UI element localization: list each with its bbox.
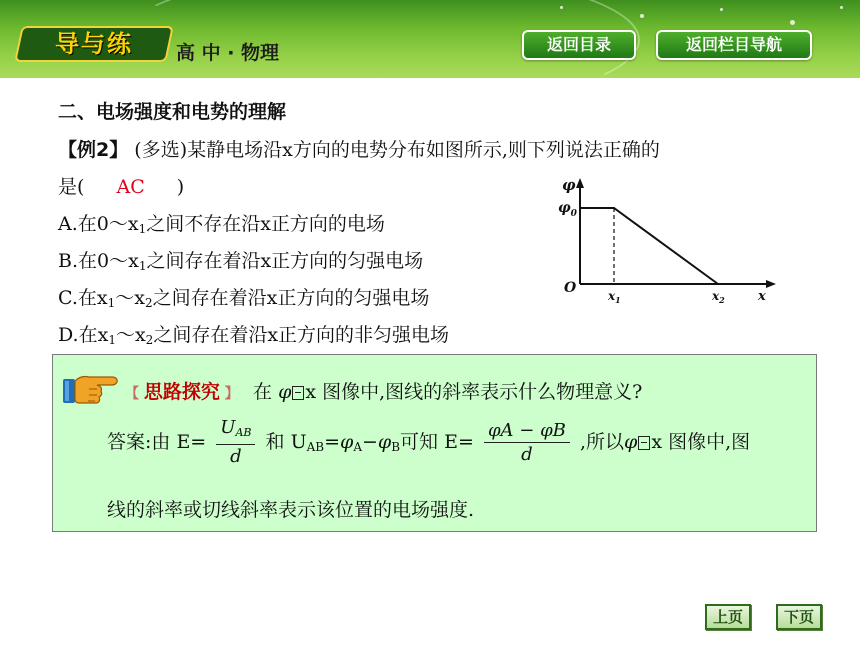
thinking-question: 在 φ x 图像中,图线的斜率表示什么物理意义? [253,381,643,403]
header-sparkle [720,8,723,11]
option-a: A.在$0\sim x_1$之间不存在沿x正方向的电场 [58,213,385,236]
question-stem-line2 [58,175,184,199]
option-b: B.在$0\sim x_1$之间存在着沿x正方向的匀强电场 [58,250,424,273]
y-axis-arrow [576,178,584,188]
formula-u-over-d: $\frac{U_{AB}}{d}$ [216,417,255,469]
subject-label: 高 中 · 物理 [176,42,280,64]
back-to-column-nav-button[interactable]: 返回栏目导航 [656,30,812,60]
option-d: D.在$x_1\sim x_2$之间存在着沿x正方向的非匀强电场 [58,324,450,347]
prev-page-button[interactable]: 上页 [705,604,751,630]
next-page-button[interactable]: 下页 [776,604,822,630]
section-title: 二、电场强度和电势的理解 [58,101,287,123]
answer-text: AC [116,176,145,198]
header-sparkle [640,14,644,18]
header-sparkle [790,20,795,25]
potential-graph [552,176,782,304]
answer-line1: 答案:由 E= $\frac{U_{AB}}{d}$ 和 $U_{AB}=\varphi_A-\varphi_B$可知 E= $\frac{\varphi A - \varphi B}{d}$ ,所以φ x 图像中,图 [107,417,751,467]
answer-line2: 线的斜率或切线斜率表示该位置的电场强度. [107,499,475,521]
question-stem-line1 [58,138,660,162]
question-stem-text: (多选)某静电场沿x方向的电势分布如图所示,则下列说法正确的 [134,139,660,161]
option-c: C.在$x_1\sim x_2$之间存在着沿x正方向的匀强电场 [58,287,430,310]
back-to-toc-button[interactable]: 返回目录 [522,30,636,60]
example-tag: 【例2】 [58,139,129,161]
x1-label: $x_1$ [608,289,621,304]
x-axis-arrow [766,280,776,288]
x-axis-label: x [758,289,766,304]
formula-phi-diff-over-d: $\frac{\varphi A - \varphi B}{d}$ [484,420,570,467]
x2-label: $x_2$ [712,289,725,304]
brand-logo: 导与练 [14,26,174,62]
header-sparkle [840,6,843,9]
header-sparkle [560,6,563,9]
origin-label: O [564,280,577,296]
thinking-box [52,354,817,532]
question-stem-suffix: ) [176,176,185,198]
question-stem-prefix: 是( [58,176,85,198]
header-banner [0,0,860,78]
phi0-label: $\varphi_0$ [558,200,577,219]
potential-curve [580,208,718,284]
thinking-label: 【 思路探究 】 [125,381,239,403]
phi-axis-label: φ [562,176,576,194]
pointing-hand-icon [61,365,121,411]
